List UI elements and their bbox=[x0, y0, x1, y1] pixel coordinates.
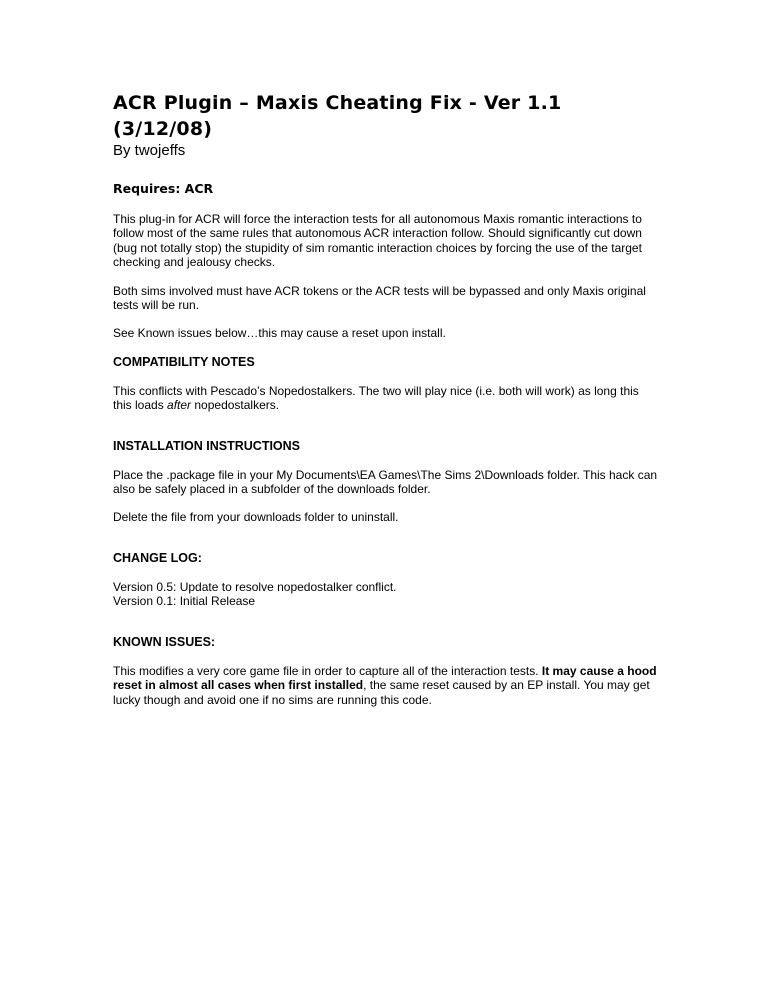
compatibility-heading: COMPATIBILITY NOTES bbox=[113, 354, 255, 369]
issues-text-bold: It may cause a hood reset in almost all cases when first installed bbox=[113, 663, 657, 693]
compat-text-end: nopedostalkers. bbox=[191, 398, 280, 413]
installation-paragraph-1: Place the .package file in your My Documents\EA Games\The Sims 2\Downloads folder. This hack can also be safely placed in a subfolder of the downloads folder. bbox=[113, 467, 658, 497]
installation-heading: INSTALLATION INSTRUCTIONS bbox=[113, 438, 301, 453]
changelog-entry: Version 0.5: Update to resolve nopedostalker conflict. bbox=[113, 579, 397, 594]
title-line-2: (3/12/08) bbox=[113, 118, 213, 140]
author-byline: By twojeffs bbox=[113, 142, 186, 159]
compat-text-emphasis: after bbox=[167, 398, 192, 413]
issues-text-start: This modifies a very core game file in order to capture all of the interaction tests. bbox=[113, 663, 542, 678]
compatibility-paragraph bbox=[113, 384, 658, 413]
requires-label: Requires: ACR bbox=[113, 181, 214, 196]
document-title bbox=[113, 90, 658, 142]
changelog-entry: Version 0.1: Initial Release bbox=[113, 594, 256, 609]
known-issues-heading: KNOWN ISSUES: bbox=[113, 634, 216, 649]
installation-paragraph-2: Delete the file from your downloads folder to uninstall. bbox=[113, 510, 399, 525]
issues-text-end: , the same reset caused by an EP install. You may get lucky though and avoid one if no sims are running this code. bbox=[113, 678, 650, 707]
intro-paragraph-1: This plug-in for ACR will force the interaction tests for all autonomous Maxis romantic interactions to follow most of the same rules that autonomous ACR interaction follow. Should significantly cut down (bug not totally stop) the stupidity of sim romantic interaction choices by forcing the use of the target checking and jealousy checks. bbox=[113, 212, 642, 270]
intro-paragraph-3: See Known issues below…this may cause a reset upon install. bbox=[113, 326, 446, 341]
compat-text-start: This conflicts with Pescado’s Nopedostalkers. The two will play nice (i.e. both will work) as long this this loads bbox=[113, 383, 639, 413]
title-line-1: ACR Plugin – Maxis Cheating Fix - Ver 1.1 bbox=[113, 92, 562, 114]
intro-paragraph-2: Both sims involved must have ACR tokens or the ACR tests will be bypassed and only Maxis original tests will be run. bbox=[113, 283, 646, 313]
known-issues-paragraph bbox=[113, 664, 658, 707]
changelog-list bbox=[113, 580, 658, 609]
changelog-heading: CHANGE LOG: bbox=[113, 550, 202, 565]
